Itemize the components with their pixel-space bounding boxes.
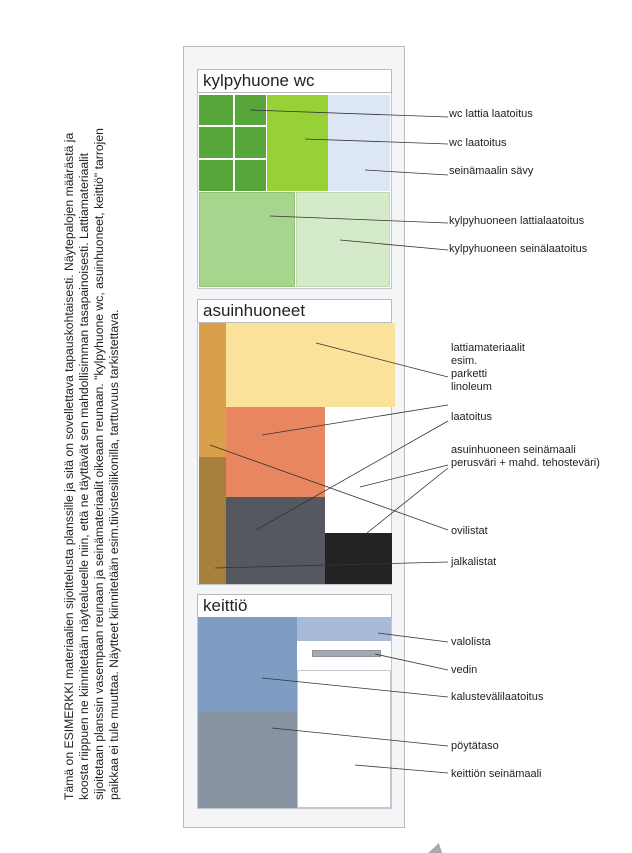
bathroom-header: kylpyhuone wc	[197, 69, 392, 93]
label-living-wall-paint	[451, 444, 600, 470]
label-handle: vedin	[451, 664, 478, 676]
label-wc-floor: wc lattia laatoitus	[449, 108, 533, 120]
instructions-line: paikkaa ei tule muuttaa. Näytteet kiinnitetään esim.tiivistesilikonilla, tarttuvuus tarkistettava.	[107, 309, 121, 800]
label-floor-materials-line: lattiamateriaalit	[451, 342, 525, 354]
instructions-line: Tämä on ESIMERKKI materiaalien sijoittelusta planssille ja sitä on sovellettava tapauskohtaisesti. Näytepalojen määrästä ja	[62, 132, 76, 800]
label-wall-paint-shade: seinämaalin sävy	[449, 165, 534, 177]
label-living-wall-paint-line: asuinhuoneen seinämaali	[451, 444, 576, 456]
label-living-wall-paint-line: perusväri + mahd. tehosteväri)	[451, 457, 600, 469]
label-countertop: pöytätaso	[451, 740, 499, 752]
label-floor-materials	[451, 342, 525, 394]
kitchen-header: keittiö	[197, 594, 392, 618]
label-light-strip: valolista	[451, 636, 491, 648]
label-skirting: jalkalistat	[451, 556, 497, 568]
label-wc-tiles: wc laatoitus	[449, 137, 507, 149]
label-bath-wall-tiles: kylpyhuoneen seinälaatoitus	[449, 243, 588, 255]
label-floor-materials-line: linoleum	[451, 381, 492, 393]
label-door-trim: ovilistat	[451, 525, 488, 537]
label-floor-materials-line: esim.	[451, 355, 478, 367]
instructions-line: koosta riippuen ne kiinnitetään näytealueelle niin, että ne täyttävät sen mahdollisimman tasapainoisesti. Lattiamateriaalit	[77, 153, 91, 800]
instructions-line: sijoitetaan planssin vasempaan reunaan ja seinämateriaalit oikeaan reunaan. "kylpyhuone wc, asuinhuoneet, keittiö" tarrojen	[92, 128, 106, 800]
label-floor-materials-line: parketti	[451, 368, 488, 380]
label-tiling: laatoitus	[451, 411, 492, 423]
label-cabinet-tiles: kalustevälilaatoitus	[451, 691, 544, 703]
label-kitchen-wall-paint: keittiön seinämaali	[451, 768, 542, 780]
label-bath-floor-tiles: kylpyhuoneen lattialaatoitus	[449, 215, 585, 227]
living-header: asuinhuoneet	[197, 299, 392, 323]
